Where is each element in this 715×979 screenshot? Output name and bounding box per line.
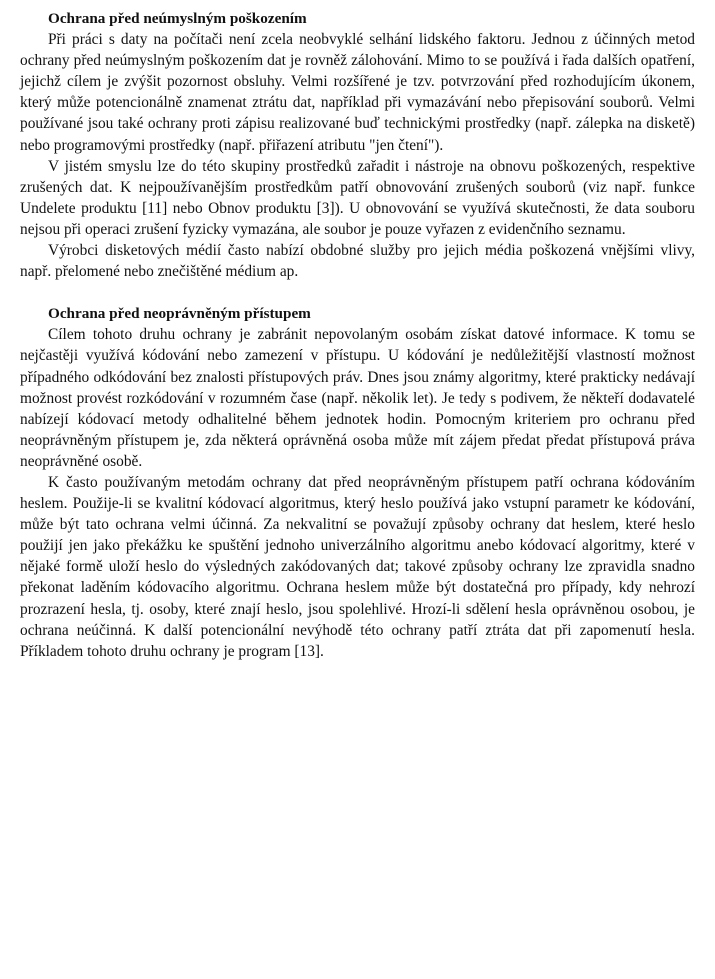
paragraph: K často používaným metodám ochrany dat před neoprávněným přístupem patří ochrana kódováním heslem. Použije-li se kvalitní kódovací algoritmus, který heslo používá jako vstupní parametr ke kódování, může být tato ochrana velmi účinná. Za nekvalitní se považují způsoby ochrany dat heslem, které heslo použijí jen jako překážku ke spuštění jednoho univerzálního algoritmu anebo kódovací algoritmy, které v nějaké formě uloží heslo do výsledných zakódovaných dat; takové způsoby ochrany lze zpravidla snadno překonat laděním kódovacího algoritmu. Ochrana heslem může být dostatečná pro případy, kdy nehrozí prozrazení hesla, tj. osoby, které znají heslo, jsou spolehlivé. Hrozí-li sdělení hesla oprávněnou osobou, je ochrana neúčinná. K další potencionální nevýhodě této ochrany patří ztráta dat při zapomenutí hesla. Příkladem tohoto druhu ochrany je program [13]. — [20, 473, 695, 660]
section-unintentional-damage — [20, 8, 695, 282]
paragraph: V jistém smyslu lze do této skupiny prostředků zařadit i nástroje na obnovu poškozených, respektive zrušených dat. K nejpoužívanějším prostředkům patří obnovování zrušených souborů (viz např. funkce Undelete produktu [11] nebo Obnov produktu [3]). U obnovování se využívá skutečnosti, že data souboru nejsou při operaci zrušení fyzicky vymazána, ale soubor je pouze vyřazen z evidenčního seznamu. — [20, 157, 695, 238]
section-unauthorized-access — [20, 303, 695, 662]
section-heading: Ochrana před neúmyslným poškozením — [48, 10, 307, 27]
section-heading: Ochrana před neoprávněným přístupem — [48, 305, 311, 323]
paragraph: Výrobci disketových médií často nabízí obdobné služby pro jejich média poškozená vnějšími vlivy, např. přelomené nebo znečištěné médium ap. — [20, 242, 695, 281]
paragraph: Cílem tohoto druhu ochrany je zabránit nepovolaným osobám získat datové informace. K tomu se nejčastěji využívá kódování nebo zamezení v přístupu. U kódování je nedůležitější vlastností možnost případného odkódování bez znalosti přístupových práv. Dnes jsou známy algoritmy, které prakticky nedávají možnost provést rozkódování v rozumném čase (např. několik let). Je tedy s podivem, že někteří dodavatelé nabízejí kódovací metody odhalitelné během jednotek hodin. Pomocným kriteriem pro ochranu před neoprávněným přístupem je, zda některá oprávněná osoba může mít zájem předat předat přístupová práva neoprávněné osobě. — [20, 326, 695, 470]
paragraph: Při práci s daty na počítači není zcela neobvyklé selhání lidského faktoru. Jednou z účinných metod ochrany před neúmyslným poškozením dat je rovněž zálohování. Mimo to se používá i řada dalších opatření, jejichž cílem je zvýšit pozornost obsluhy. Velmi rozšířené je tzv. potvrzování před rozhodujícím úkonem, který může potencionálně znamenat ztrátu dat, například při vymazávání nebo přepisování souborů. Velmi používané jsou také ochrany proti zápisu realizované buď technickými prostředky (např. zálepka na disketě) nebo programovými prostředky (např. přiřazení atributu "jen čtení"). — [20, 31, 695, 154]
